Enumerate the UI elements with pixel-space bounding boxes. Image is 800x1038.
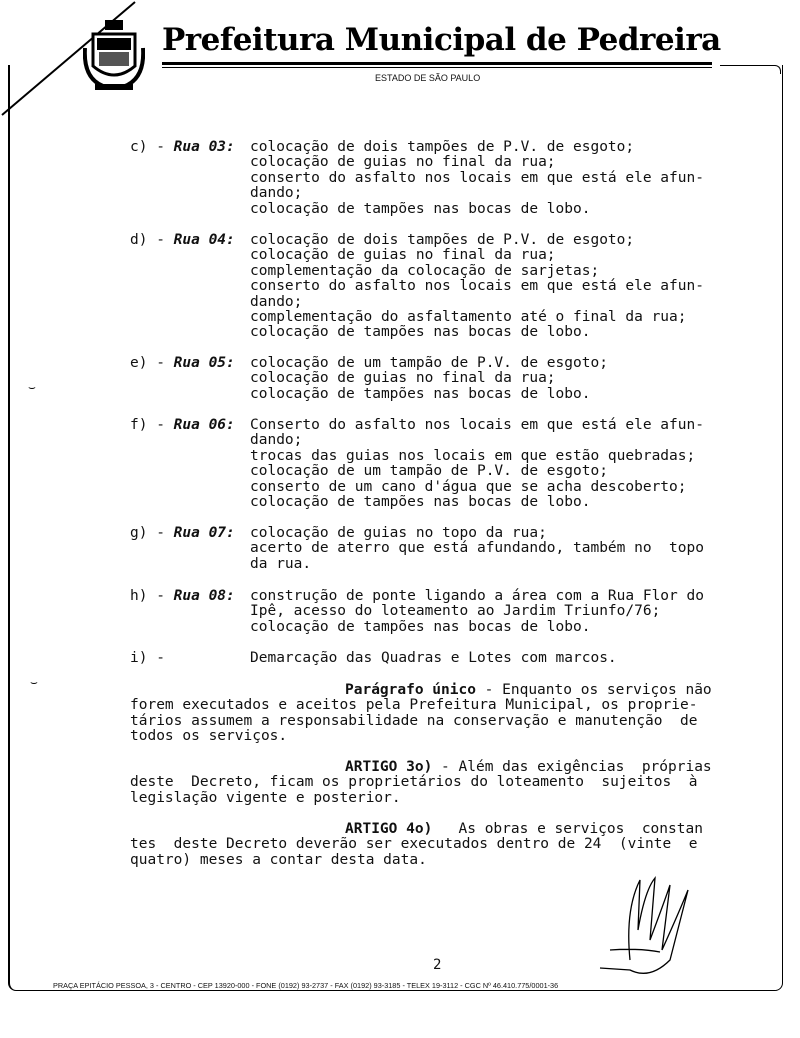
street-name: Rua 07:: [173, 525, 235, 541]
street-name: Rua 03:: [173, 139, 235, 155]
artigo-3: ARTIGO 3o) - Além das exigências próprias deste Decreto, ficam os proprietários do loteamento sujeitos à legislação vigente e posterior.: [130, 759, 712, 806]
page-frame-corner: [720, 65, 781, 74]
page-number: 2: [433, 957, 442, 973]
paragrafo-heading: Parágrafo único: [345, 682, 476, 698]
item-line: construção de ponte ligando a área com a Rua Flor do: [250, 588, 704, 604]
item-line: conserto do asfalto nos locais em que está ele afun-: [250, 278, 704, 295]
item-line: dando;: [250, 432, 303, 449]
item-line: colocação de tampões nas bocas de lobo.: [250, 200, 591, 217]
item-d: [130, 233, 704, 341]
item-line: trocas das guias nos locais em que estão quebradas;: [250, 447, 696, 464]
item-line: dando;: [250, 293, 303, 310]
artigo-3-heading: ARTIGO 3o): [345, 759, 433, 775]
state-label: ESTADO DE SÃO PAULO: [375, 73, 481, 83]
item-line: colocação de tampões nas bocas de lobo.: [250, 385, 591, 402]
item-line: colocação de guias no final da rua;: [250, 154, 556, 171]
item-line: colocação de dois tampões de P.V. de esgoto;: [250, 139, 635, 155]
item-line: colocação de guias no final da rua;: [250, 370, 556, 387]
scan-mark: ⌣: [30, 675, 38, 689]
item-line: Ipê, acesso do loteamento ao Jardim Triunfo/76;: [250, 603, 661, 620]
item-line: colocação de tampões nas bocas de lobo.: [250, 618, 591, 635]
letterhead-footer: PRAÇA EPITÁCIO PESSOA, 3 - CENTRO - CEP 13920-000 - FONE (0192) 93-2737 - FAX (0192) 93-3185 - TELEX 19-3112 - CGC Nº 46.410.775/0001-36: [50, 981, 776, 990]
item-h: [130, 589, 704, 635]
item-line: dando;: [250, 185, 303, 202]
item-line: Demarcação das Quadras e Lotes com marcos.: [250, 650, 617, 666]
item-line: colocação de guias no final da rua;: [250, 247, 556, 264]
item-line: colocação de um tampão de P.V. de esgoto;: [250, 463, 608, 480]
item-label: i) -: [130, 650, 165, 666]
scan-mark: ⌣: [28, 380, 36, 394]
street-name: Rua 08:: [173, 588, 235, 604]
item-line: conserto de um cano d'água que se acha descoberto;: [250, 478, 687, 495]
item-label: g) - Rua 07:: [130, 525, 235, 541]
item-i: [130, 651, 617, 666]
street-name: Rua 06:: [173, 417, 235, 433]
item-f: [130, 418, 704, 510]
item-label: h) - Rua 08:: [130, 588, 235, 604]
item-line: conserto do asfalto nos locais em que está ele afun-: [250, 169, 704, 186]
signature-image: [570, 870, 720, 980]
item-line: Conserto do asfalto nos locais em que está ele afun-: [250, 417, 704, 433]
item-c: [130, 140, 704, 217]
letterhead-title: Prefeitura Municipal de Pedreira: [162, 22, 721, 58]
item-line: complementação da colocação de sarjetas;: [250, 262, 600, 279]
item-g: [130, 526, 704, 572]
item-line: colocação de dois tampões de P.V. de esgoto;: [250, 232, 635, 248]
item-line: colocação de guias no topo da rua;: [250, 525, 547, 541]
street-name: Rua 04:: [173, 232, 235, 248]
artigo-4-heading: ARTIGO 4o): [345, 821, 433, 837]
item-line: colocação de tampões nas bocas de lobo.: [250, 324, 591, 341]
artigo-4: ARTIGO 4o) As obras e serviços constan tes deste Decreto deverão ser executados dentro de 24 (vinte e quatro) meses a contar desta data.: [130, 821, 703, 868]
paragrafo-unico: Parágrafo único - Enquanto os serviços não forem executados e aceitos pela Prefeitura Municipal, os proprie- tários assumem a responsabilidade na conservação e manutenção de todos os serviços.: [130, 682, 712, 745]
street-name: Rua 05:: [173, 355, 235, 371]
item-line: acerto de aterro que está afundando, também no topo: [250, 540, 704, 557]
item-label: f) - Rua 06:: [130, 417, 235, 433]
item-line: colocação de um tampão de P.V. de esgoto;: [250, 355, 608, 371]
item-line: colocação de tampões nas bocas de lobo.: [250, 494, 591, 511]
item-line: complementação do asfaltamento até o final da rua;: [250, 309, 687, 326]
item-label: d) - Rua 04:: [130, 232, 235, 248]
item-e: [130, 356, 608, 402]
item-label: c) - Rua 03:: [130, 139, 235, 155]
item-line: da rua.: [250, 555, 312, 572]
item-label: e) - Rua 05:: [130, 355, 235, 371]
